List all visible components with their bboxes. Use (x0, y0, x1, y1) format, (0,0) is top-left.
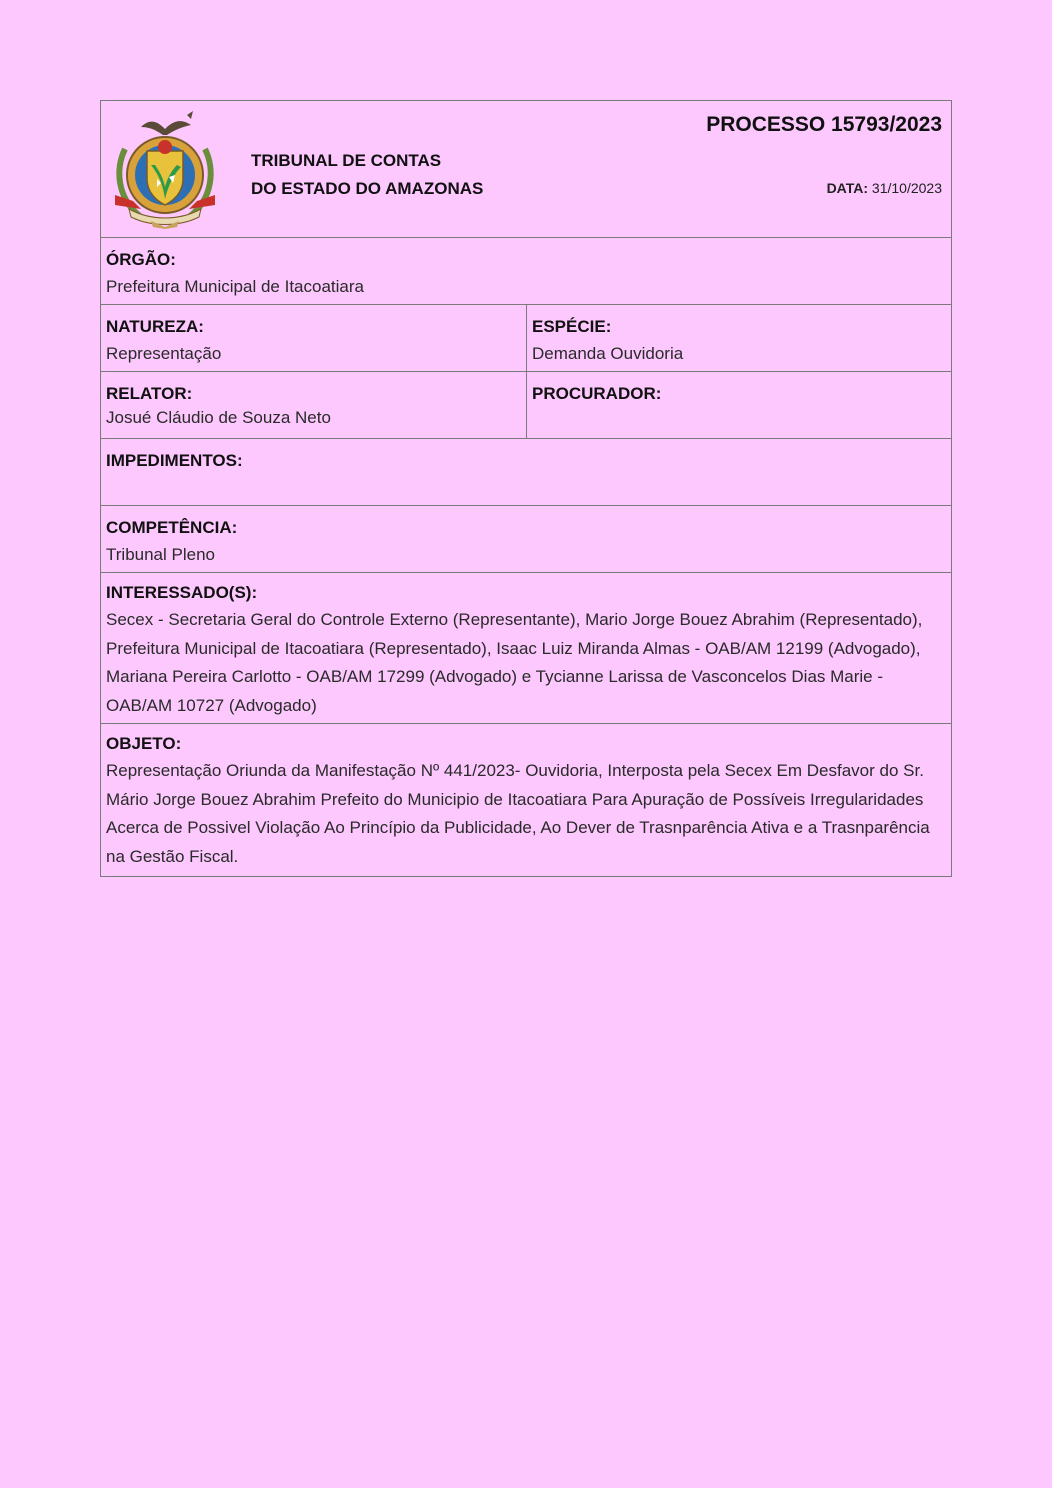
relator-procurador-row (101, 372, 951, 439)
competencia-row (101, 506, 951, 573)
process-number: PROCESSO 15793/2023 (706, 113, 942, 136)
court-name-line2: DO ESTADO DO AMAZONAS (251, 179, 484, 198)
objeto-value: Representação Oriunda da Manifestação Nº 441/2023- Ouvidoria, Interposta pela Secex Em Desfavor do Sr. Mário Jorge Bouez Abrahim Prefeito do Municipio de Itacoatiara Para Apuração de Possíveis Irregularidades Acerca de Possivel Violação Ao Princípio da Publicidade, Ao Dever de Trasnparência Ativa e a Trasnparência na Gestão Fiscal. (106, 761, 930, 866)
date-value: 31/10/2023 (871, 180, 942, 196)
interessados-value: Secex - Secretaria Geral do Controle Externo (Representante), Mario Jorge Bouez Abrahim (Representado), Prefeitura Municipal de Itacoatiara (Representado), Isaac Luiz Miranda Almas - OAB/AM 12199 (Advogado), Mariana Pereira Carlotto - OAB/AM 17299 (Advogado) e Tycianne Larissa de Vasconcelos Dias Marie - OAB/AM 10727 (Advogado) (106, 610, 923, 715)
natureza-label: NATUREZA: (106, 317, 204, 336)
header-row (101, 101, 951, 238)
procurador-label: PROCURADOR: (532, 384, 662, 403)
natureza-especie-row (101, 305, 951, 372)
interessados-label: INTERESSADO(S): (106, 583, 258, 602)
interessados-row (101, 573, 951, 724)
impedimentos-label: IMPEDIMENTOS: (106, 451, 243, 470)
orgao-value: Prefeitura Municipal de Itacoatiara (106, 277, 364, 296)
relator-value: Josué Cláudio de Souza Neto (106, 408, 331, 427)
orgao-label: ÓRGÃO: (106, 250, 176, 269)
impedimentos-row (101, 439, 951, 506)
especie-value: Demanda Ouvidoria (532, 344, 684, 363)
process-date (827, 180, 942, 196)
procurador-cell (527, 372, 951, 438)
objeto-label: OBJETO: (106, 734, 182, 753)
process-cover-sheet (100, 100, 952, 877)
natureza-cell (101, 305, 527, 371)
relator-label: RELATOR: (106, 384, 193, 403)
relator-cell (101, 372, 527, 438)
competencia-label: COMPETÊNCIA: (106, 518, 238, 537)
coat-of-arms-icon (111, 109, 219, 229)
especie-cell (527, 305, 951, 371)
natureza-value: Representação (106, 344, 222, 363)
objeto-row (101, 724, 951, 876)
especie-label: ESPÉCIE: (532, 317, 612, 336)
date-label: DATA: (826, 180, 869, 196)
orgao-row (101, 238, 951, 305)
competencia-value: Tribunal Pleno (106, 545, 215, 564)
court-name (251, 147, 483, 203)
court-name-line1: TRIBUNAL DE CONTAS (251, 151, 442, 170)
